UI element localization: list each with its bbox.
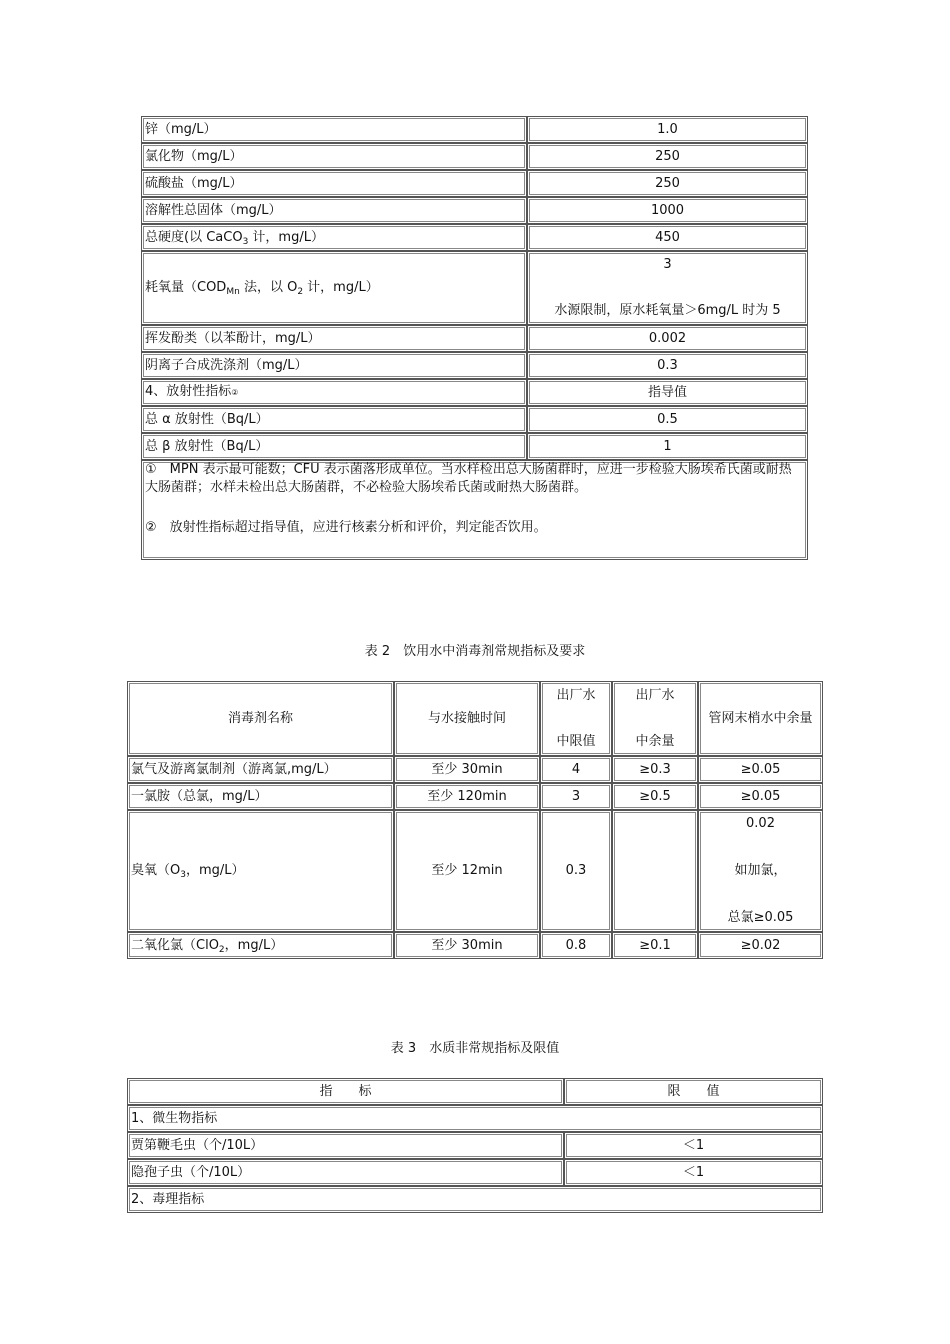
table-water-quality-continued <box>141 116 808 560</box>
header-disinfectant-name: 消毒剂名称 <box>127 681 394 756</box>
contact-time: 至少 120min <box>394 783 540 810</box>
outlet-limit: 3 <box>540 783 612 810</box>
disinfectant-name: 臭氧（$O_3$，mg/L） <box>127 810 394 932</box>
outlet-limit: 0.3 <box>540 810 612 932</box>
header-network-residual: 管网末梢水中余量 <box>698 681 823 756</box>
contact-time: 至少 30min <box>394 932 540 959</box>
indicator-name: 隐孢子虫（个/10L） <box>127 1159 564 1186</box>
limit-value <box>527 251 808 325</box>
outlet-limit: 4 <box>540 756 612 783</box>
cod-value: 3 <box>663 257 672 272</box>
limit-value: 250 <box>527 143 808 170</box>
header-outlet-limit: 出厂水 中限值 <box>540 681 612 756</box>
outlet-residual: ≥0.3 <box>612 756 698 783</box>
network-residual: ≥0.05 <box>698 783 823 810</box>
table-row <box>141 433 808 460</box>
table-row <box>127 756 823 783</box>
limit-value: 0.5 <box>527 406 808 433</box>
table-row <box>127 1159 823 1186</box>
outlet-residual: ≥0.5 <box>612 783 698 810</box>
disinfectant-name: 氯气及游离氯制剂（游离氯,mg/L） <box>127 756 394 783</box>
table-section-row <box>127 1105 823 1132</box>
limit-value: 1000 <box>527 197 808 224</box>
section-heading: 2、毒理指标 <box>127 1186 823 1213</box>
table-row <box>127 810 823 932</box>
table-row <box>141 143 808 170</box>
table-header-row <box>127 681 823 756</box>
limit-value: 1 <box>527 433 808 460</box>
indicator-name: 总 α 放射性（Bq/L） <box>141 406 527 433</box>
limit-value: 指导值 <box>527 379 808 406</box>
contact-time: 至少 12min <box>394 810 540 932</box>
table-section-row <box>127 1186 823 1213</box>
table-header-row <box>127 1078 823 1105</box>
table-row <box>141 460 808 560</box>
network-residual: ≥0.05 <box>698 756 823 783</box>
indicator-name: 挥发酚类（以苯酚计，mg/L） <box>141 325 527 352</box>
section-heading: 1、微生物指标 <box>127 1105 823 1132</box>
table-row <box>141 197 808 224</box>
table-row <box>141 379 808 406</box>
outlet-residual <box>612 810 698 932</box>
table-row <box>141 251 808 325</box>
indicator-name: 氯化物（mg/L） <box>141 143 527 170</box>
table-row <box>141 116 808 143</box>
indicator-name: 总硬度(以 CaCO$_3$ 计，mg/L） <box>141 224 527 251</box>
limit-value: 1.0 <box>527 116 808 143</box>
table-notes <box>141 460 808 560</box>
limit-value: ＜1 <box>564 1159 823 1186</box>
table-row <box>127 1132 823 1159</box>
disinfectant-name: 二氧化氯（ClO$_2$，mg/L） <box>127 932 394 959</box>
limit-value: ＜1 <box>564 1132 823 1159</box>
table-row <box>141 406 808 433</box>
indicator-name: 贾第鞭毛虫（个/10L） <box>127 1132 564 1159</box>
table-row <box>141 325 808 352</box>
disinfectant-name: 一氯胺（总氯，mg/L） <box>127 783 394 810</box>
header-outlet-residual: 出厂水 中余量 <box>612 681 698 756</box>
table-row <box>141 352 808 379</box>
table-3-caption: 表 3 水质非常规指标及限值 <box>390 1041 560 1056</box>
limit-value: 0.3 <box>527 352 808 379</box>
indicator-name: 耗氧量（$COD_{Mn}$ 法，以 $O_2$ 计，mg/L） <box>141 251 527 325</box>
indicator-name: 锌（mg/L） <box>141 116 527 143</box>
outlet-limit: 0.8 <box>540 932 612 959</box>
header-limit: 限 值 <box>564 1078 823 1105</box>
table-row <box>141 170 808 197</box>
footnote-mark: ② <box>231 388 239 397</box>
indicator-name: 溶解性总固体（mg/L） <box>141 197 527 224</box>
header-contact-time: 与水接触时间 <box>394 681 540 756</box>
note-1: ① MPN 表示最可能数；CFU 表示菌落形成单位。当水样检出总大肠菌群时，应进一步检验大肠埃希氏菌或耐热大肠菌群；水样未检出总大肠菌群，不必检验大肠埃希氏菌或耐热大肠菌群。 <box>145 462 792 495</box>
note-2: ② 放射性指标超过指导值，应进行核素分析和评价，判定能否饮用。 <box>145 520 547 535</box>
table-row <box>141 224 808 251</box>
header-index: 指 标 <box>127 1078 564 1105</box>
table-row <box>127 932 823 959</box>
cod-note: 水源限制，原水耗氧量＞6mg/L 时为 5 <box>554 303 781 318</box>
indicator-name: 总 β 放射性（Bq/L） <box>141 433 527 460</box>
network-residual: 0.02 如加氯， 总氯≥0.05 <box>698 810 823 932</box>
table-non-routine-indicators <box>127 1078 823 1213</box>
indicator-name: 硫酸盐（mg/L） <box>141 170 527 197</box>
section-heading: 4、放射性指标② <box>141 379 527 406</box>
table-2-caption: 表 2 饮用水中消毒剂常规指标及要求 <box>364 644 586 659</box>
outlet-residual: ≥0.1 <box>612 932 698 959</box>
limit-value: 450 <box>527 224 808 251</box>
indicator-name: 阴离子合成洗涤剂（mg/L） <box>141 352 527 379</box>
network-residual: ≥0.02 <box>698 932 823 959</box>
limit-value: 0.002 <box>527 325 808 352</box>
table-row <box>127 783 823 810</box>
limit-value: 250 <box>527 170 808 197</box>
contact-time: 至少 30min <box>394 756 540 783</box>
table-disinfectants <box>127 681 823 959</box>
